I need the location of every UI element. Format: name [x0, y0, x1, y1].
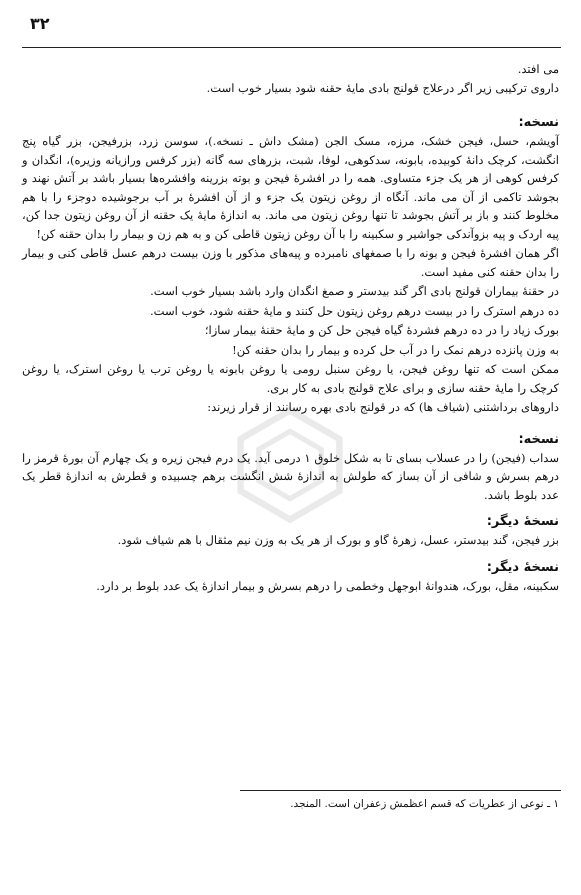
recipe-1-paragraph-6: به وزن پانزده درهم نمک را در آب حل کرده و بیمار را بدان حقنه کن!	[232, 342, 559, 357]
recipe-1-paragraph-7: ممکن است که تنها روغن فیجن، یا روغن سنبل رومی یا روغن بابونه یا روغن ترب یا روغن استرک، یا روغن کرچک را مایۀ حقنه سازی و برای علاج قولنج بادی به کار بری.	[22, 362, 559, 395]
recipe-1-paragraph-4: ده درهم استرک را در بیست درهم روغن زیتون حل کنند و مایۀ حقنه شود، خوب است.	[150, 303, 559, 318]
header-rule	[22, 47, 561, 48]
recipe-4-paragraph: سکبینه، مقل، بورک، هندوانۀ ابوجهل وخطمی را درهم بسرش و بیمار اندازۀ یک عدد بلوط بر دارد.	[96, 578, 559, 593]
recipe-heading-4: نسخۀ دیگر:	[486, 559, 559, 575]
intro-line-2: داروی ترکیبی زیر اگر درعلاج قولنج بادی مایۀ حقنه شود بسیار خوب است.	[206, 80, 559, 95]
recipe-1-paragraph-1: آویشم، حسل، فیجن خشک، مرزه، مسک الجن (مشک داش ـ نسخه.)، سوسن زرد، بزرفیجن، بزر گیاه پنج انگشت، کرچک دانۀ کوبیده، بابونه، سدکوهی، لوفا، شبت، بزرهای سه گانه (بزر کرفس ورازیانه وزیره)، انگدان و کرفس کوهی از هر یک جزء متساوی. همه را در افشرۀ فیجن و بوته بزرینه وافشره‌ها بسیار باشد بر آتش نهند و بجوشد تاکمی از آن می ماند. آنگاه از روغن زیتون یک جزء و از آن افشرۀ بر آب برجوشیده دوجزء را با هم مخلوط کنند و باز بر آتش بجوشد تا تنها روغن زیتون می ماند. به اندازۀ مایۀ یک حقنه از آن روغن زیتون جدا کن، پیه اردک و پیه بزوآندکی جواشیر و سکبینه را با آن روغن زیتون قاطی کن و به هم زن و بیمار را بدان حقنه کن!	[22, 134, 559, 241]
page-content	[22, 60, 559, 595]
recipe-1-paragraph-3: در حقنۀ بیماران قولنج بادی اگر گند بیدستر و صمغ انگدان وارد باشد بسیار خوب است.	[150, 284, 559, 298]
recipe-2-paragraph: سداب (فیجن) را در عسلاب بسای تا به شکل خلوق ۱ درمی آید. یک درم فیجن زیره و یک چهارم آن بورۀ قرمز را درهم بسرش و شافی از آن بساز که طولش به اندازۀ شش انگشت برهم چسبیده و قطرش به اندازۀ قطر یک عدد بلوط باشد.	[22, 450, 559, 502]
recipe-1-paragraph-2: اگر همان افشرۀ فیجن و بونه را با صمغهای نامبرده و پیه‌های مذکور با وزن بیست درهم عسل قاطی کنی و بیمار را بدان حقنه کنی مفید است.	[22, 246, 559, 279]
recipe-heading-2: نسخه:	[518, 431, 559, 447]
footnote-rule	[240, 790, 561, 791]
recipe-1-paragraph-5: بورک زیاد را در ده درهم فشردۀ گیاه فیجن حل کن و مایۀ حقنۀ بیمار سازا؛	[204, 323, 559, 337]
page-number: ۳۲	[30, 14, 50, 33]
recipe-heading-3: نسخۀ دیگر:	[486, 514, 559, 529]
intro-line-1: می افتد.	[517, 62, 559, 76]
footnote: ۱ ـ نوعی از عطریات که قسم اعظمش زعفران است. المنجد.	[290, 798, 559, 810]
recipe-1-paragraph-8: داروهای برداشتنی (شیاف ها) که در قولنج بادی بهره رسانند از قرار زیرند:	[207, 400, 559, 414]
recipe-heading-1: نسخه:	[518, 115, 559, 130]
recipe-3-paragraph: بزر فیجن، گند بیدستر، عسل، زهرۀ گاو و بورک از هر یک به وزن نیم مثقال با هم شیاف شود.	[117, 533, 559, 547]
